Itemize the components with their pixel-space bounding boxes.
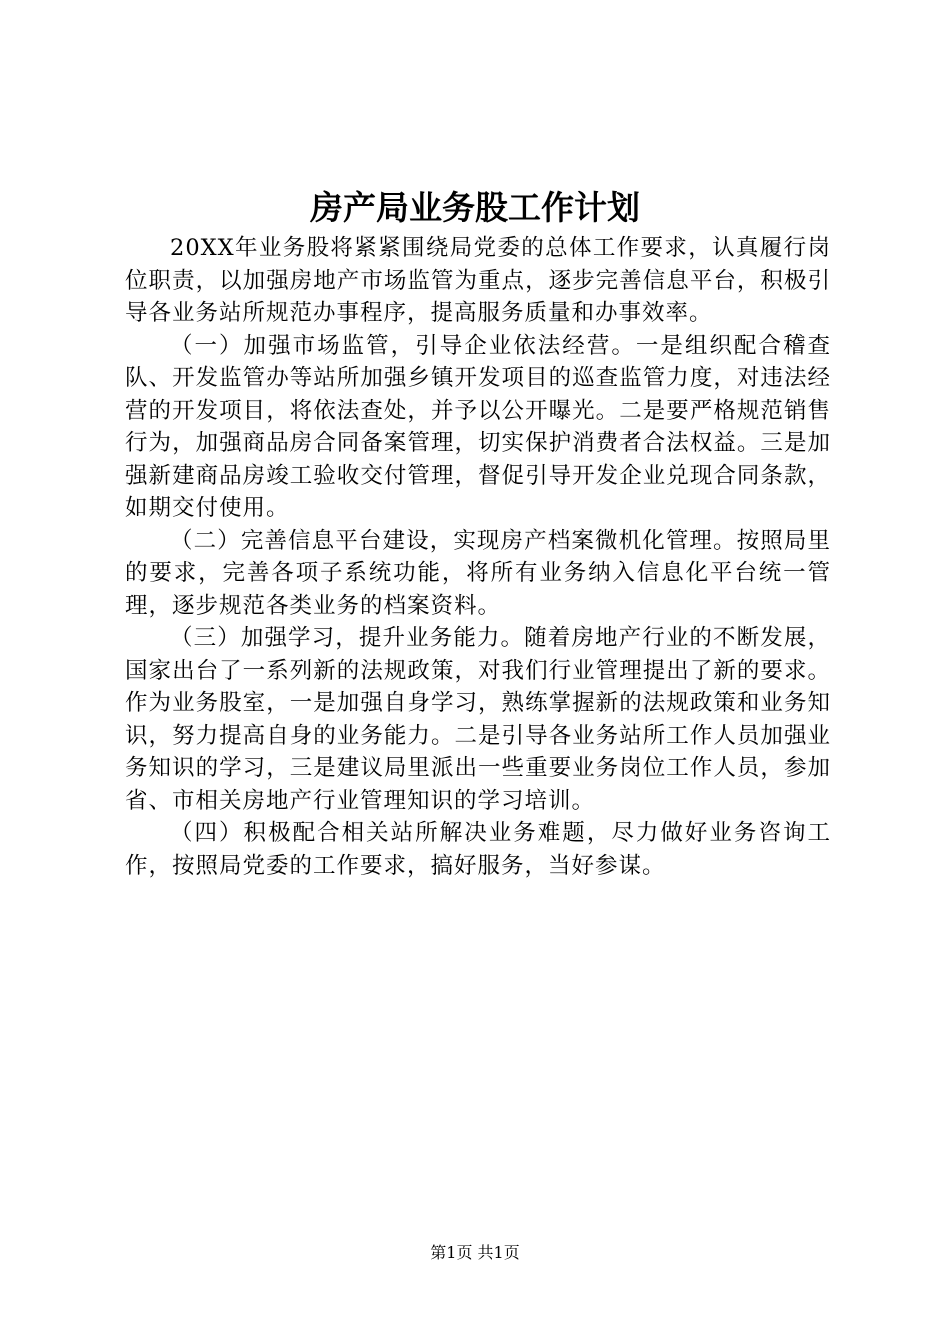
document-body <box>125 232 831 882</box>
section-1-paragraph: （一）加强市场监管，引导企业依法经营。一是组织配合稽查队、开发监管办等站所加强乡镇开发项目的巡查监管力度，对违法经营的开发项目，将依法查处，并予以公开曝光。二是要严格规范销售行为，加强商品房合同备案管理，切实保护消费者合法权益。三是加强新建商品房竣工验收交付管理，督促引导开发企业兑现合同条款，如期交付使用。 <box>125 332 831 521</box>
section-4-paragraph: （四）积极配合相关站所解决业务难题，尽力做好业务咨询工作，按照局党委的工作要求，搞好服务，当好参谋。 <box>125 820 831 879</box>
section-3-paragraph: （三）加强学习，提升业务能力。随着房地产行业的不断发展，国家出台了一系列新的法规政策，对我们行业管理提出了新的要求。作为业务股室，一是加强自身学习，熟练掌握新的法规政策和业务知识，努力提高自身的业务能力。二是引导各业务站所工作人员加强业务知识的学习，三是建议局里派出一些重要业务岗位工作人员，参加省、市相关房地产行业管理知识的学习培训。 <box>125 625 831 814</box>
section-2-paragraph: （二）完善信息平台建设，实现房产档案微机化管理。按照局里的要求，完善各项子系统功能，将所有业务纳入信息化平台统一管理，逐步规范各类业务的档案资料。 <box>125 527 831 619</box>
page-number-footer: 第1页 共1页 <box>430 1243 520 1262</box>
document-title: 房产局业务股工作计划 <box>310 188 640 227</box>
intro-paragraph: 20XX年业务股将紧紧围绕局党委的总体工作要求，认真履行岗位职责，以加强房地产市场监管为重点，逐步完善信息平台，积极引导各业务站所规范办事程序，提高服务质量和办事效率。 <box>125 235 831 326</box>
